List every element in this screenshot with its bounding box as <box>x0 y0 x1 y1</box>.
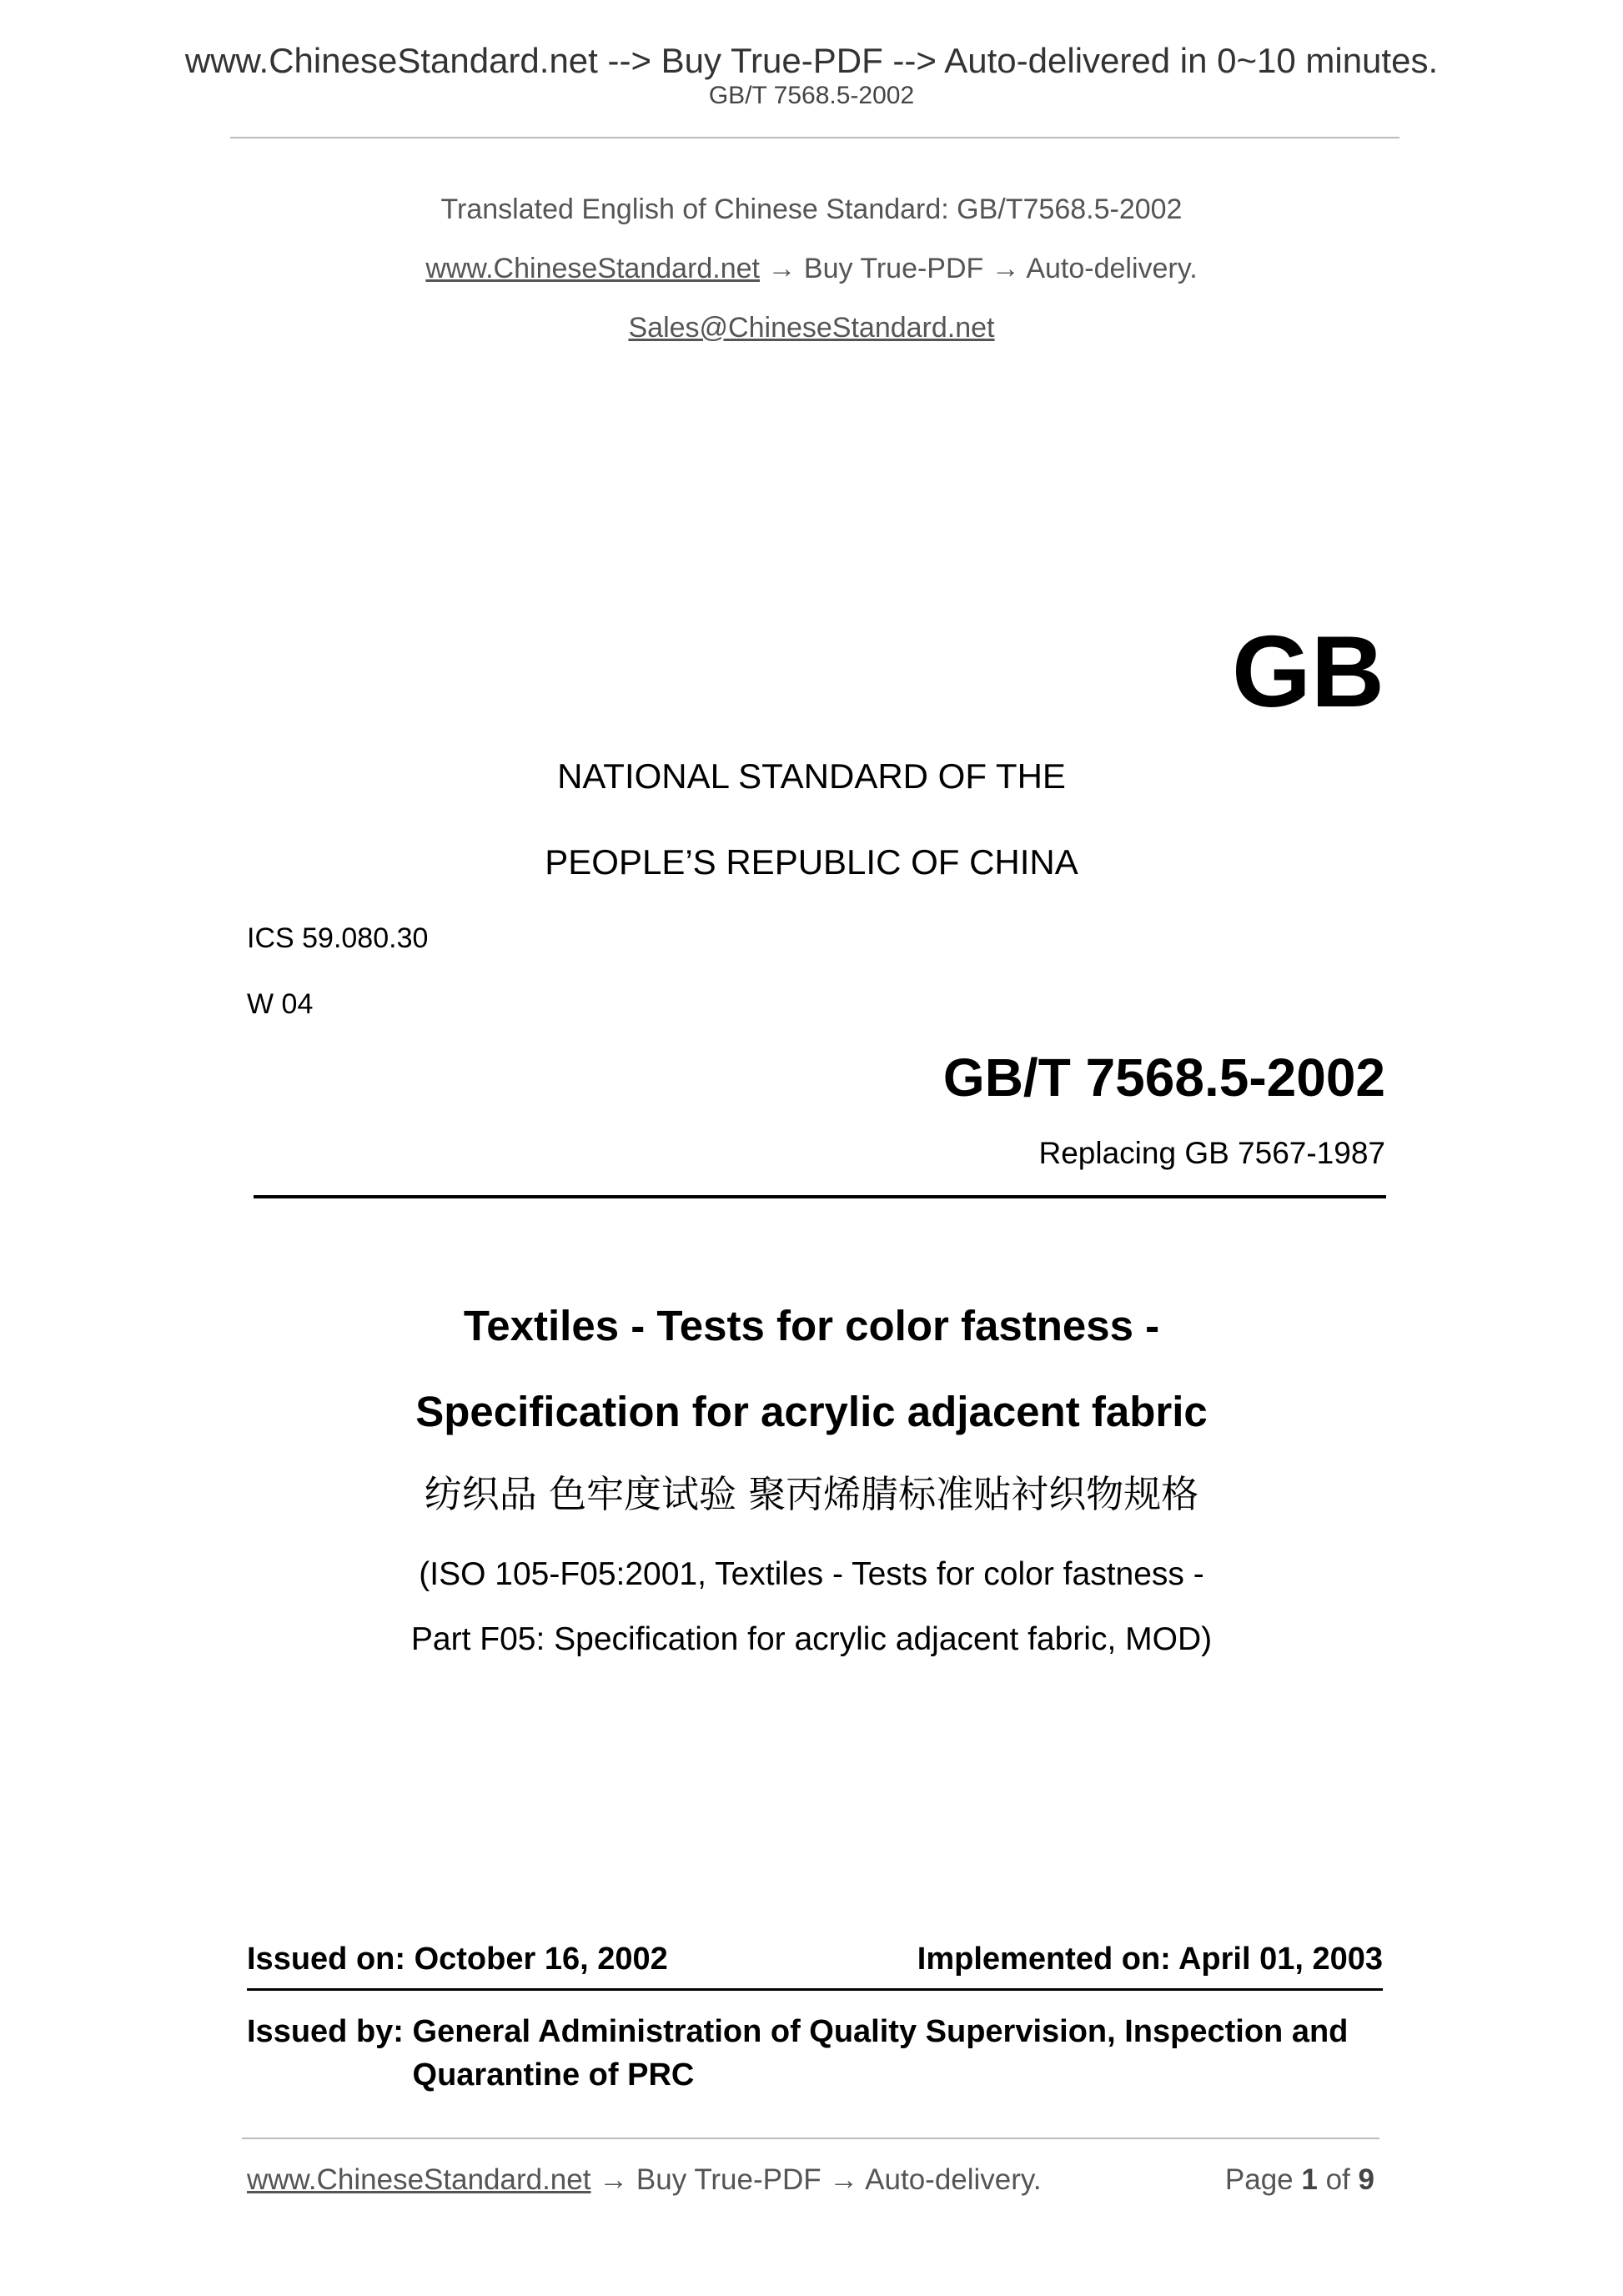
page-label: Page <box>1224 2163 1294 2196</box>
header-divider <box>230 137 1399 138</box>
page-indicator <box>1225 2165 1374 2194</box>
site-link[interactable]: www.ChineseStandard.net <box>425 253 761 284</box>
page-total: 9 <box>1358 2163 1374 2196</box>
running-header-doc-code: GB/T 7568.5-2002 <box>708 82 915 109</box>
issued-divider <box>247 1988 1383 1991</box>
issued-on-date: Issued on: October 16, 2002 <box>247 1942 668 1977</box>
issued-by <box>247 2010 1389 2097</box>
sales-email-link[interactable] <box>0 314 1623 342</box>
ics-code: ICS 59.080.30 <box>247 922 429 954</box>
national-standard-line-2: PEOPLE’S REPUBLIC OF CHINA <box>545 842 1078 882</box>
top-banner: www.ChineseStandard.net --> Buy True-PDF --> Auto-delivered in 0~10 minutes. <box>184 41 1439 80</box>
standard-number: GB/T 7568.5-2002 <box>942 1048 1385 1108</box>
footer-delivery-text: → Buy True-PDF → Auto-delivery. <box>590 2163 1042 2196</box>
english-title-line-1: Textiles - Tests for color fastness - <box>463 1302 1160 1349</box>
delivery-text: → Buy True-PDF → Auto-delivery. <box>760 253 1198 284</box>
implemented-on-date: Implemented on: April 01, 2003 <box>917 1942 1383 1977</box>
replacing-standard: Replacing GB 7567-1987 <box>1038 1136 1385 1170</box>
translated-title: Translated English of Chinese Standard: GB/T7568.5-2002 <box>440 193 1183 225</box>
national-standard-line-1: NATIONAL STANDARD OF THE <box>557 756 1066 796</box>
page-current: 1 <box>1301 2163 1318 2196</box>
iso-reference-line-2: Part F05: Specification for acrylic adjacent fabric, MOD) <box>410 1621 1213 1657</box>
footer-site-link[interactable]: www.ChineseStandard.net <box>247 2163 591 2196</box>
chinese-title: 纺织品 色牢度试验 聚丙烯腈标准贴衬织物规格 <box>424 1472 1199 1516</box>
issued-by-label: Issued by: <box>247 2014 404 2049</box>
footer-delivery-line <box>247 2165 1042 2194</box>
gb-mark: GB <box>1232 615 1384 728</box>
title-divider <box>254 1195 1386 1198</box>
issued-by-organization: General Administration of Quality Supervision, Inspection and Quarantine of PRC <box>412 2014 1349 2093</box>
ccs-code: W 04 <box>247 988 314 1020</box>
sales-email-text[interactable]: Sales@ChineseStandard.net <box>628 312 995 344</box>
delivery-line <box>0 254 1623 283</box>
english-title-line-2: Specification for acrylic adjacent fabric <box>415 1388 1208 1435</box>
iso-reference-line-1: (ISO 105-F05:2001, Textiles - Tests for color fastness - <box>419 1556 1204 1592</box>
page-of: of <box>1325 2163 1350 2196</box>
footer-divider <box>242 2138 1379 2139</box>
